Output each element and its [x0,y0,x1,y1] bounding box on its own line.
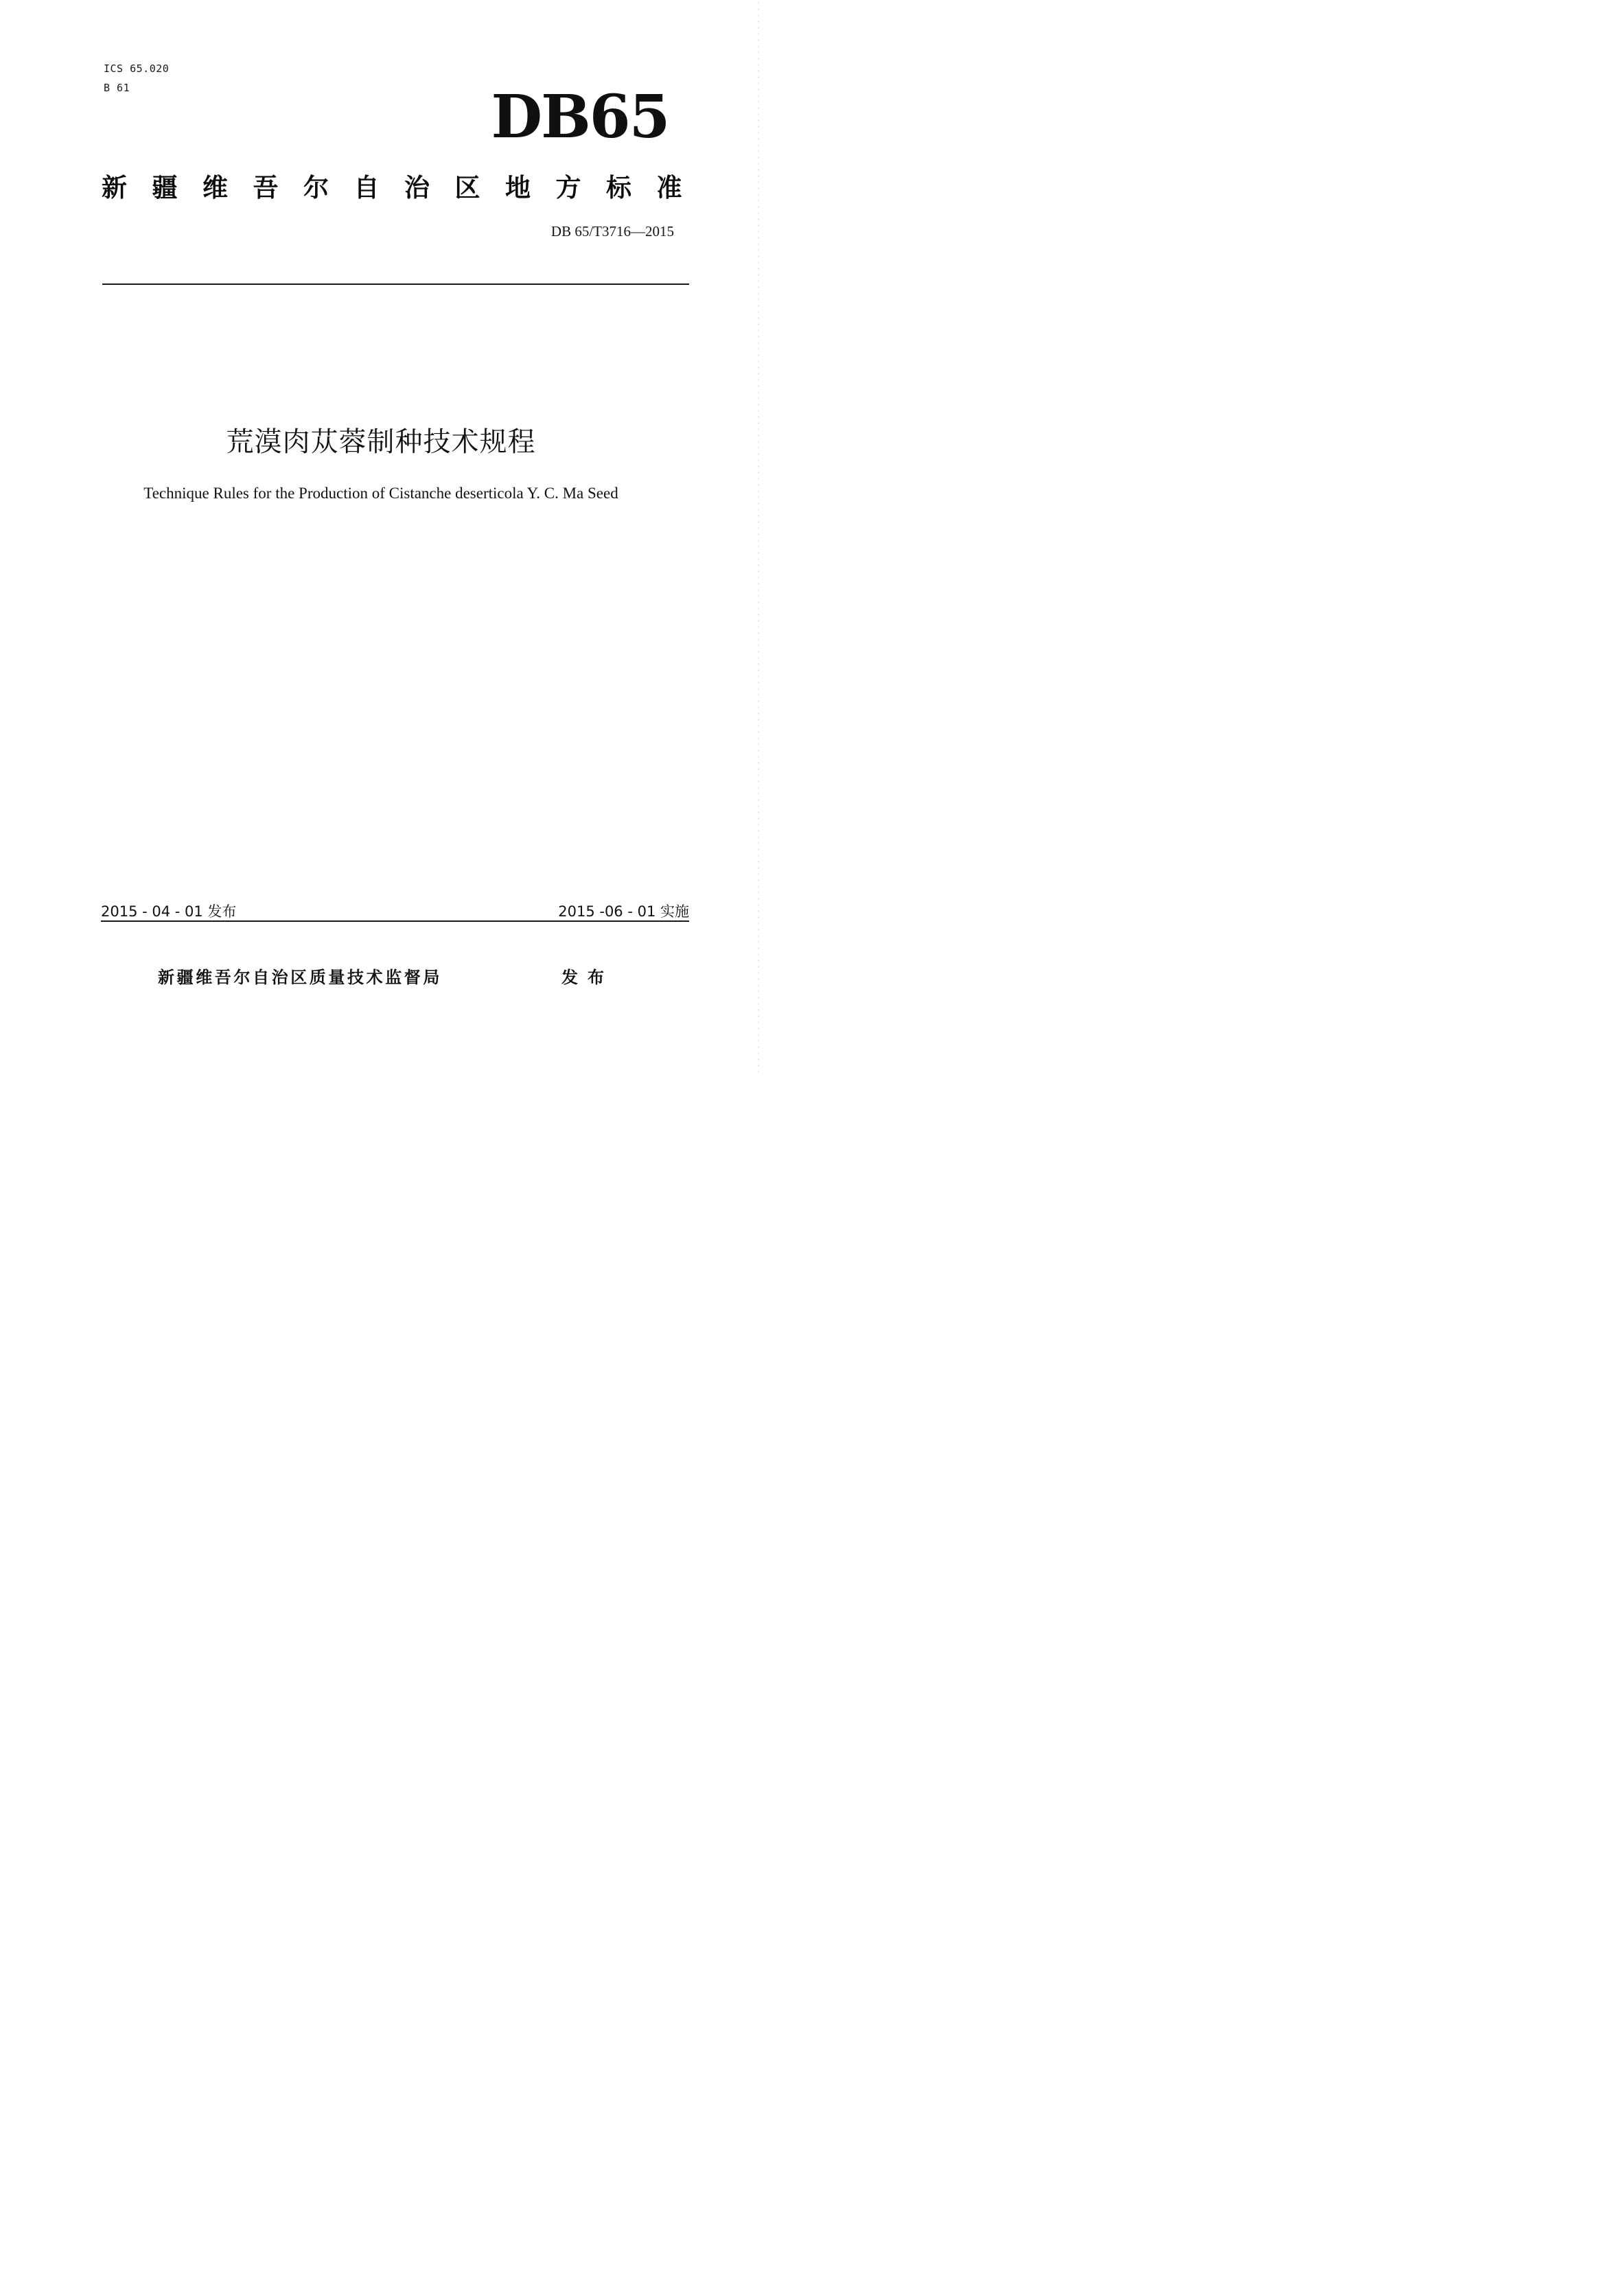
publisher-name: 新疆维吾尔自治区质量技术监督局 [158,968,442,987]
date-row [101,898,689,921]
standard-cover-page [0,0,762,1077]
standard-category: 新疆维吾尔自治区地方标准 [102,173,707,202]
document-title-english: Technique Rules for the Production of Cistanche deserticola Y. C. Ma Seed [143,485,618,502]
header-divider [102,283,689,285]
publisher-action: 发布 [561,968,614,987]
implementation-date: 2015 -06 - 01 实施 [558,903,689,920]
db65-logo-text: DB65 [491,82,669,150]
standard-number: DB 65/T3716—2015 [550,223,674,240]
ics-code: ICS 65.020 [104,62,170,75]
scan-edge-noise [756,0,761,1077]
issue-date: 2015 - 04 - 01 发布 [101,903,237,920]
db65-logo [480,81,680,150]
footer-divider [101,920,689,922]
document-title-chinese: 荒漠肉苁蓉制种技术规程 [226,426,536,458]
ccs-code: B 61 [104,82,130,94]
